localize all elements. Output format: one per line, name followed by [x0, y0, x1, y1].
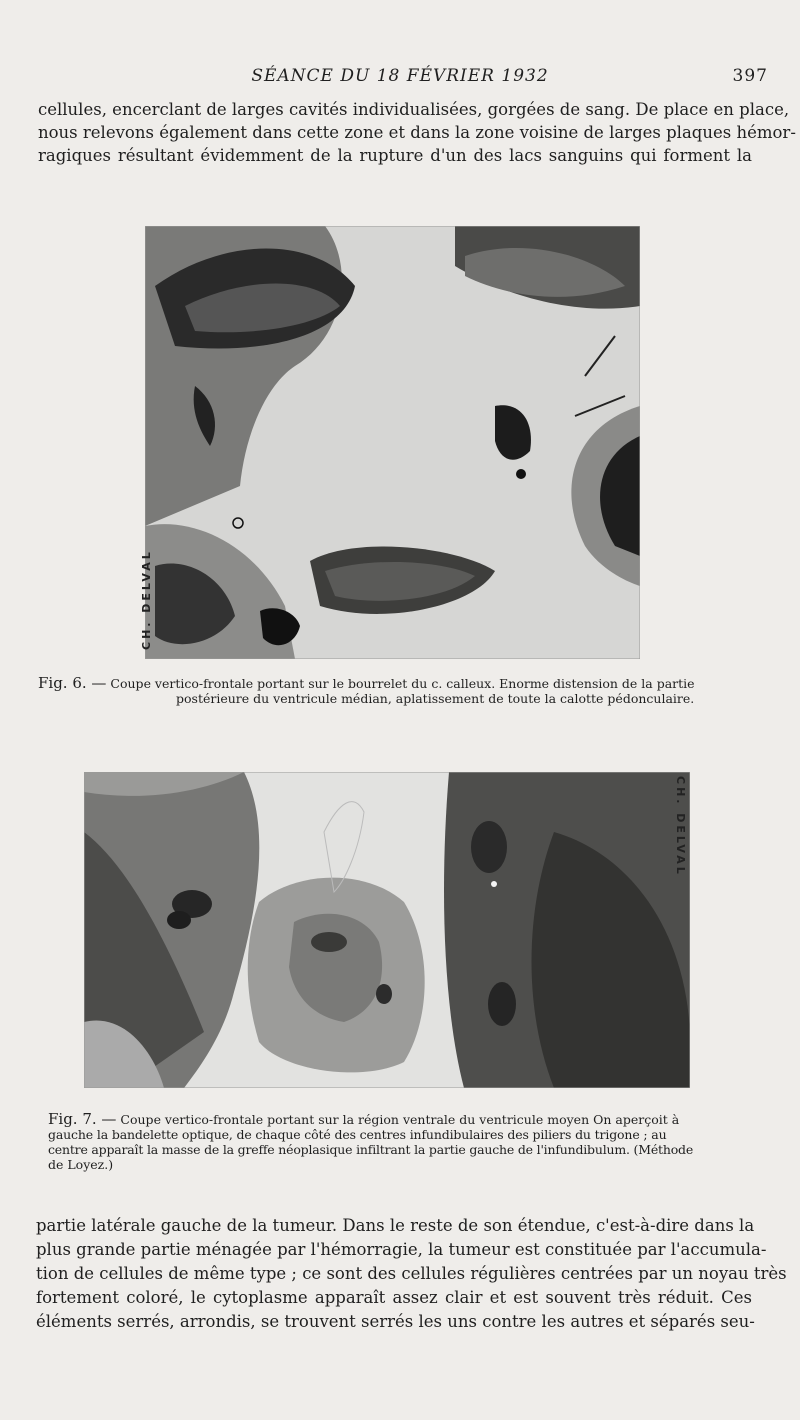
paragraph-line: cellules, encerclant de larges cavités individualisées, gorgées de sang. De place en place,: [38, 100, 790, 119]
header-title: SÉANCE DU 18 FÉVRIER 1932: [251, 66, 549, 86]
figure-7-caption: [48, 1112, 760, 1172]
running-header: [30, 66, 770, 90]
page-number: 397: [732, 66, 768, 86]
paragraph-line: plus grande partie ménagée par l'hémorragie, la tumeur est constituée par l'accumula-: [36, 1240, 767, 1259]
figure-7-credit: CH. DELVAL: [674, 776, 687, 877]
caption-line: postérieure du ventricule médian, aplatissement de toute la calotte pédonculaire.: [176, 691, 695, 706]
paragraph-line: partie latérale gauche de la tumeur. Dans le reste de son étendue, c'est-à-dire dans la: [36, 1216, 755, 1235]
caption-line: Coupe vertico-frontale portant sur la région ventrale du ventricule moyen On aperçoit à: [120, 1112, 680, 1127]
figure-7-image: [84, 772, 690, 1088]
paragraph-line: tion de cellules de même type ; ce sont des cellules régulières centrées par un noyau très: [36, 1264, 787, 1283]
caption-line: Coupe vertico-frontale portant sur le bourrelet du c. calleux. Enorme distension de la partie: [110, 676, 695, 691]
figure-6-image: [145, 226, 640, 659]
caption-line: de Loyez.): [48, 1157, 114, 1172]
paragraph-line: fortement coloré, le cytoplasme apparaît assez clair et est souvent très réduit. Ces: [36, 1288, 752, 1307]
figure-6-label: Fig. 6. —: [38, 674, 107, 692]
paragraph-line: ragiques résultant évidemment de la rupture d'un des lacs sanguins qui forment la: [38, 146, 752, 165]
figure-7-label: Fig. 7. —: [48, 1110, 117, 1128]
bottom-paragraph: [36, 1214, 787, 1334]
caption-line: gauche la bandelette optique, de chaque côté des centres infundibulaires des piliers du trigone ; au: [48, 1127, 667, 1142]
figure-6-credit: CH. DELVAL: [140, 549, 153, 650]
figure-6-caption: [38, 676, 760, 706]
paragraph-line: nous relevons également dans cette zone et dans la zone voisine de larges plaques hémor-: [38, 123, 796, 142]
top-paragraph: [38, 98, 796, 167]
caption-line: centre apparaît la masse de la greffe néoplasique infiltrant la partie gauche de l'infundibulum. (Méthode: [48, 1142, 694, 1157]
paragraph-line: éléments serrés, arrondis, se trouvent serrés les uns contre les autres et séparés seu-: [36, 1312, 755, 1331]
